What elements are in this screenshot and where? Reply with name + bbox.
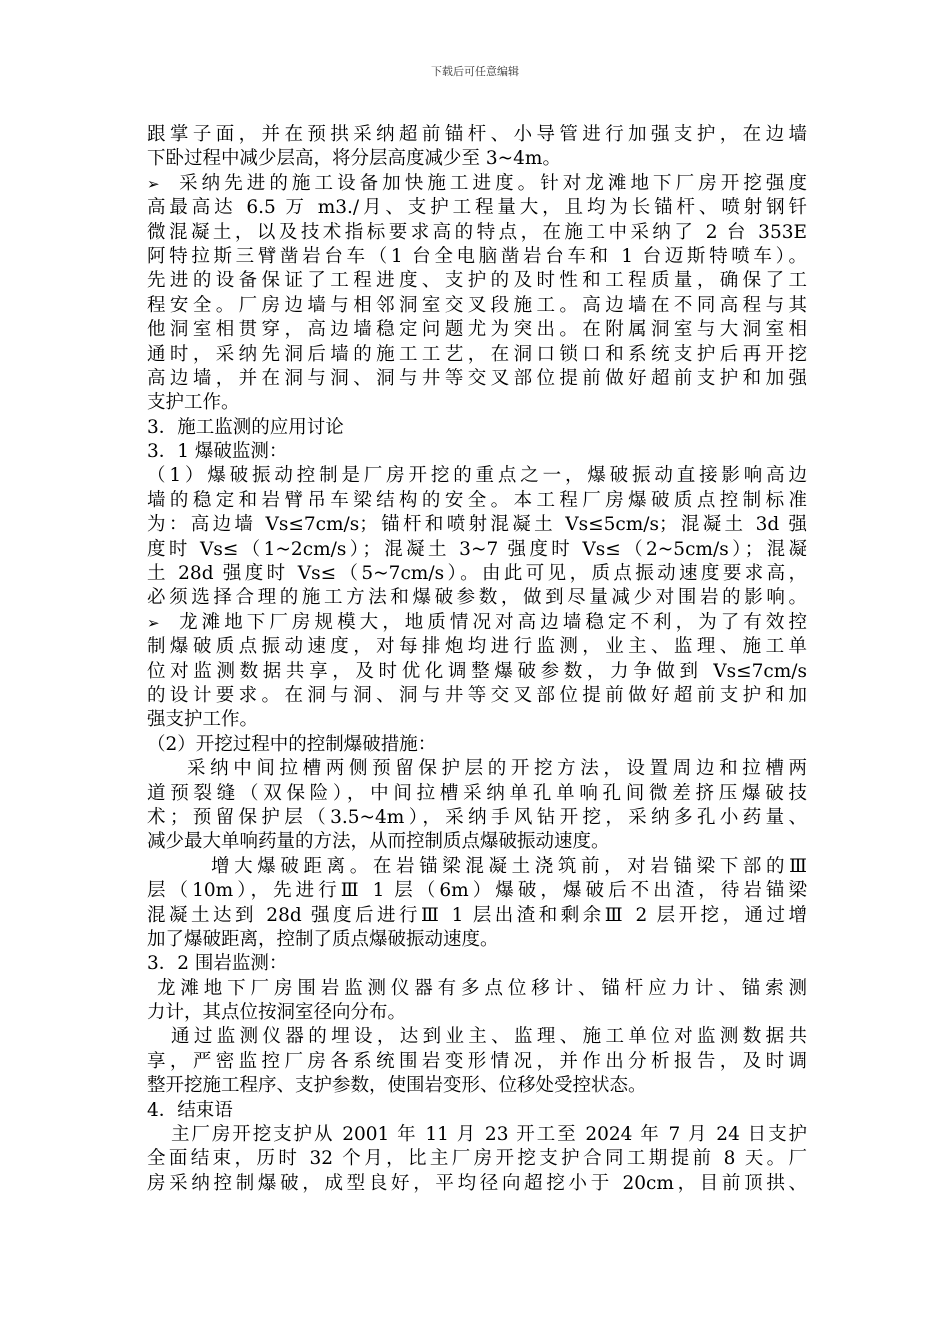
paragraph-line	[147, 1025, 807, 1049]
line-text: 3．2 围岩监测：	[147, 953, 288, 975]
paragraph-line	[147, 586, 807, 610]
line-text: 龙滩地下厂房围岩监测仪器有多点位移计、锚杆应力计、锚索测	[157, 977, 807, 999]
paragraph-line	[147, 294, 807, 318]
document-body	[147, 123, 807, 1196]
line-text: 享，严密监控厂房各系统围岩变形情况，并作出分析报告，及时调	[147, 1050, 807, 1072]
line-text: 通过监测仪器的埋设，达到业主、监理、施工单位对监测数据共	[171, 1026, 807, 1048]
page-header: 下载后可任意编辑	[431, 65, 519, 78]
paragraph-line	[147, 245, 807, 269]
paragraph-line	[147, 977, 807, 1001]
paragraph-line	[147, 782, 807, 806]
line-text: 的设计要求。在洞与洞、洞与井等交叉部位提前做好超前支护和加	[147, 684, 807, 706]
paragraph-line	[147, 562, 807, 586]
line-text: 阿特拉斯三臂凿岩台车（1 台全电脑凿岩台车和 1 台迈斯特喷车）。	[147, 245, 807, 267]
paragraph-line	[147, 1147, 807, 1171]
paragraph-line	[147, 684, 807, 708]
line-text: 墙的稳定和岩臂吊车梁结构的安全。本工程厂房爆破质点控制标准	[147, 489, 807, 511]
paragraph-line	[147, 855, 807, 879]
line-text: 程安全。厂房边墙与相邻洞室交叉段施工。高边墙在不同高程与其	[147, 294, 807, 316]
line-text: 高边墙，并在洞与洞、洞与井等交叉部位提前做好超前支护和加强	[147, 367, 807, 389]
paragraph-line	[147, 757, 807, 781]
line-text: 加了爆破距离，控制了质点爆破振动速度。	[147, 928, 499, 950]
line-text: 增大爆破距离。在岩锚梁混凝土浇筑前，对岩锚梁下部的Ⅲ	[211, 855, 807, 877]
paragraph-line	[147, 1001, 807, 1025]
paragraph-line	[147, 928, 807, 952]
line-text: 4．结束语	[147, 1099, 233, 1121]
line-text: 先进的设备保证了工程进度、支护的及时性和工程质量，确保了工	[147, 270, 807, 292]
bullet-paragraph-line	[147, 611, 807, 635]
paragraph-line	[147, 1123, 807, 1147]
paragraph-line	[147, 1099, 807, 1123]
paragraph-line	[147, 343, 807, 367]
line-text: 他洞室相贯穿，高边墙稳定问题尤为突出。在附属洞室与大洞室相	[147, 319, 807, 341]
line-text: 混凝土达到 28d 强度后进行Ⅲ 1 层出渣和剩余Ⅲ 2 层开挖，通过增	[147, 904, 807, 926]
line-text: 通时，采纳先洞后墙的施工工艺，在洞口锁口和系统支护后再开挖	[147, 343, 807, 365]
line-text: 房采纳控制爆破，成型良好，平均径向超挖小于 20cm，目前顶拱、	[147, 1172, 807, 1194]
paragraph-line	[147, 830, 807, 854]
arrow-bullet-icon: ➢	[147, 613, 160, 632]
line-text: 龙滩地下厂房规模大，地质情况对高边墙稳定不利，为了有效控	[175, 611, 807, 633]
line-text: 采纳中间拉槽两侧预留保护层的开挖方法，设置周边和拉槽两	[187, 758, 807, 780]
line-text: 全面结束，历时 32 个月，比主厂房开挖支护合同工期提前 8 天。厂	[147, 1148, 807, 1170]
line-text: 位对监测数据共享，及时优化调整爆破参数，力争做到 Vs≤7cm/s	[147, 660, 807, 682]
paragraph-line	[147, 489, 807, 513]
bullet-paragraph-line	[147, 172, 807, 196]
paragraph-line	[147, 806, 807, 830]
paragraph-line	[147, 367, 807, 391]
arrow-bullet-icon: ➢	[147, 174, 160, 193]
line-text: 3．施工监测的应用讨论	[147, 416, 344, 438]
paragraph-line	[147, 440, 807, 464]
paragraph-line	[147, 635, 807, 659]
paragraph-line	[147, 904, 807, 928]
line-text: 土 28d 强度时 Vs≤（5~7cm/s）。由此可见，质点振动速度要求高，	[147, 563, 807, 585]
paragraph-line	[147, 269, 807, 293]
line-text: 下卧过程中减少层高，将分层高度减少至 3~4m。	[147, 148, 561, 170]
paragraph-line	[147, 513, 807, 537]
line-text: 微混凝土，以及技术指标要求高的特点，在施工中采纳了 2 台 353E	[147, 221, 807, 243]
paragraph-line	[147, 660, 807, 684]
paragraph-line	[147, 391, 807, 415]
paragraph-line	[147, 147, 807, 171]
line-text: 跟掌子面，并在预拱采纳超前锚杆、小导管进行加强支护，在边墙	[147, 124, 807, 145]
line-text: 术；预留保护层（3.5~4m），采纳手风钻开挖，采纳多孔小药量、	[147, 806, 807, 828]
paragraph-line	[147, 1172, 807, 1196]
line-text: 度时 Vs≤（1~2cm/s）；混凝土 3~7 强度时 Vs≤（2~5cm/s）；混凝	[147, 538, 807, 560]
line-text: 支护工作。	[147, 392, 240, 414]
paragraph-line	[147, 538, 807, 562]
line-text: 减少最大单响药量的方法，从而控制质点爆破振动速度。	[147, 831, 610, 853]
paragraph-line	[147, 952, 807, 976]
paragraph-line	[147, 708, 807, 732]
paragraph-line	[147, 196, 807, 220]
line-text: 必须选择合理的施工方法和爆破参数，做到尽量减少对围岩的影响。	[147, 587, 807, 609]
line-text: 高最高达 6.5 万 m3./月、支护工程量大，且均为长锚杆、喷射钢钎	[147, 197, 807, 219]
paragraph-line	[147, 464, 807, 488]
paragraph-line	[147, 733, 807, 757]
paragraph-line	[147, 879, 807, 903]
line-text: 采纳先进的施工设备加快施工进度。针对龙滩地下厂房开挖强度	[175, 172, 807, 194]
line-text: 整开挖施工程序、支护参数，使围岩变形、位移处受控状态。	[147, 1075, 647, 1097]
line-text: 层（10m），先进行Ⅲ 1 层（6m）爆破，爆破后不出渣，待岩锚梁	[147, 880, 807, 902]
line-text: 力计，其点位按洞室径向分布。	[147, 1002, 407, 1024]
line-text: 主厂房开挖支护从 2001 年 11 月 23 开工至 2024 年 7 月 24 日支护	[171, 1124, 807, 1146]
paragraph-line	[147, 318, 807, 342]
line-text: 制爆破质点振动速度，对每排炮均进行监测，业主、监理、施工单	[147, 636, 807, 658]
paragraph-line	[147, 1050, 807, 1074]
line-text: 为：高边墙 Vs≤7cm/s；锚杆和喷射混凝土 Vs≤5cm/s；混凝土 3d 强	[147, 514, 807, 536]
paragraph-line	[147, 1074, 807, 1098]
paragraph-line	[147, 416, 807, 440]
paragraph-line	[147, 221, 807, 245]
line-text: 道预裂缝（双保险），中间拉槽采纳单孔单响孔间微差挤压爆破技	[147, 782, 807, 804]
paragraph-line	[147, 123, 807, 147]
line-text: （2）开挖过程中的控制爆破措施：	[147, 733, 437, 755]
line-text: （1）爆破振动控制是厂房开挖的重点之一，爆破振动直接影响高边	[147, 465, 807, 487]
line-text: 3．1 爆破监测：	[147, 441, 288, 463]
line-text: 强支护工作。	[147, 709, 259, 731]
